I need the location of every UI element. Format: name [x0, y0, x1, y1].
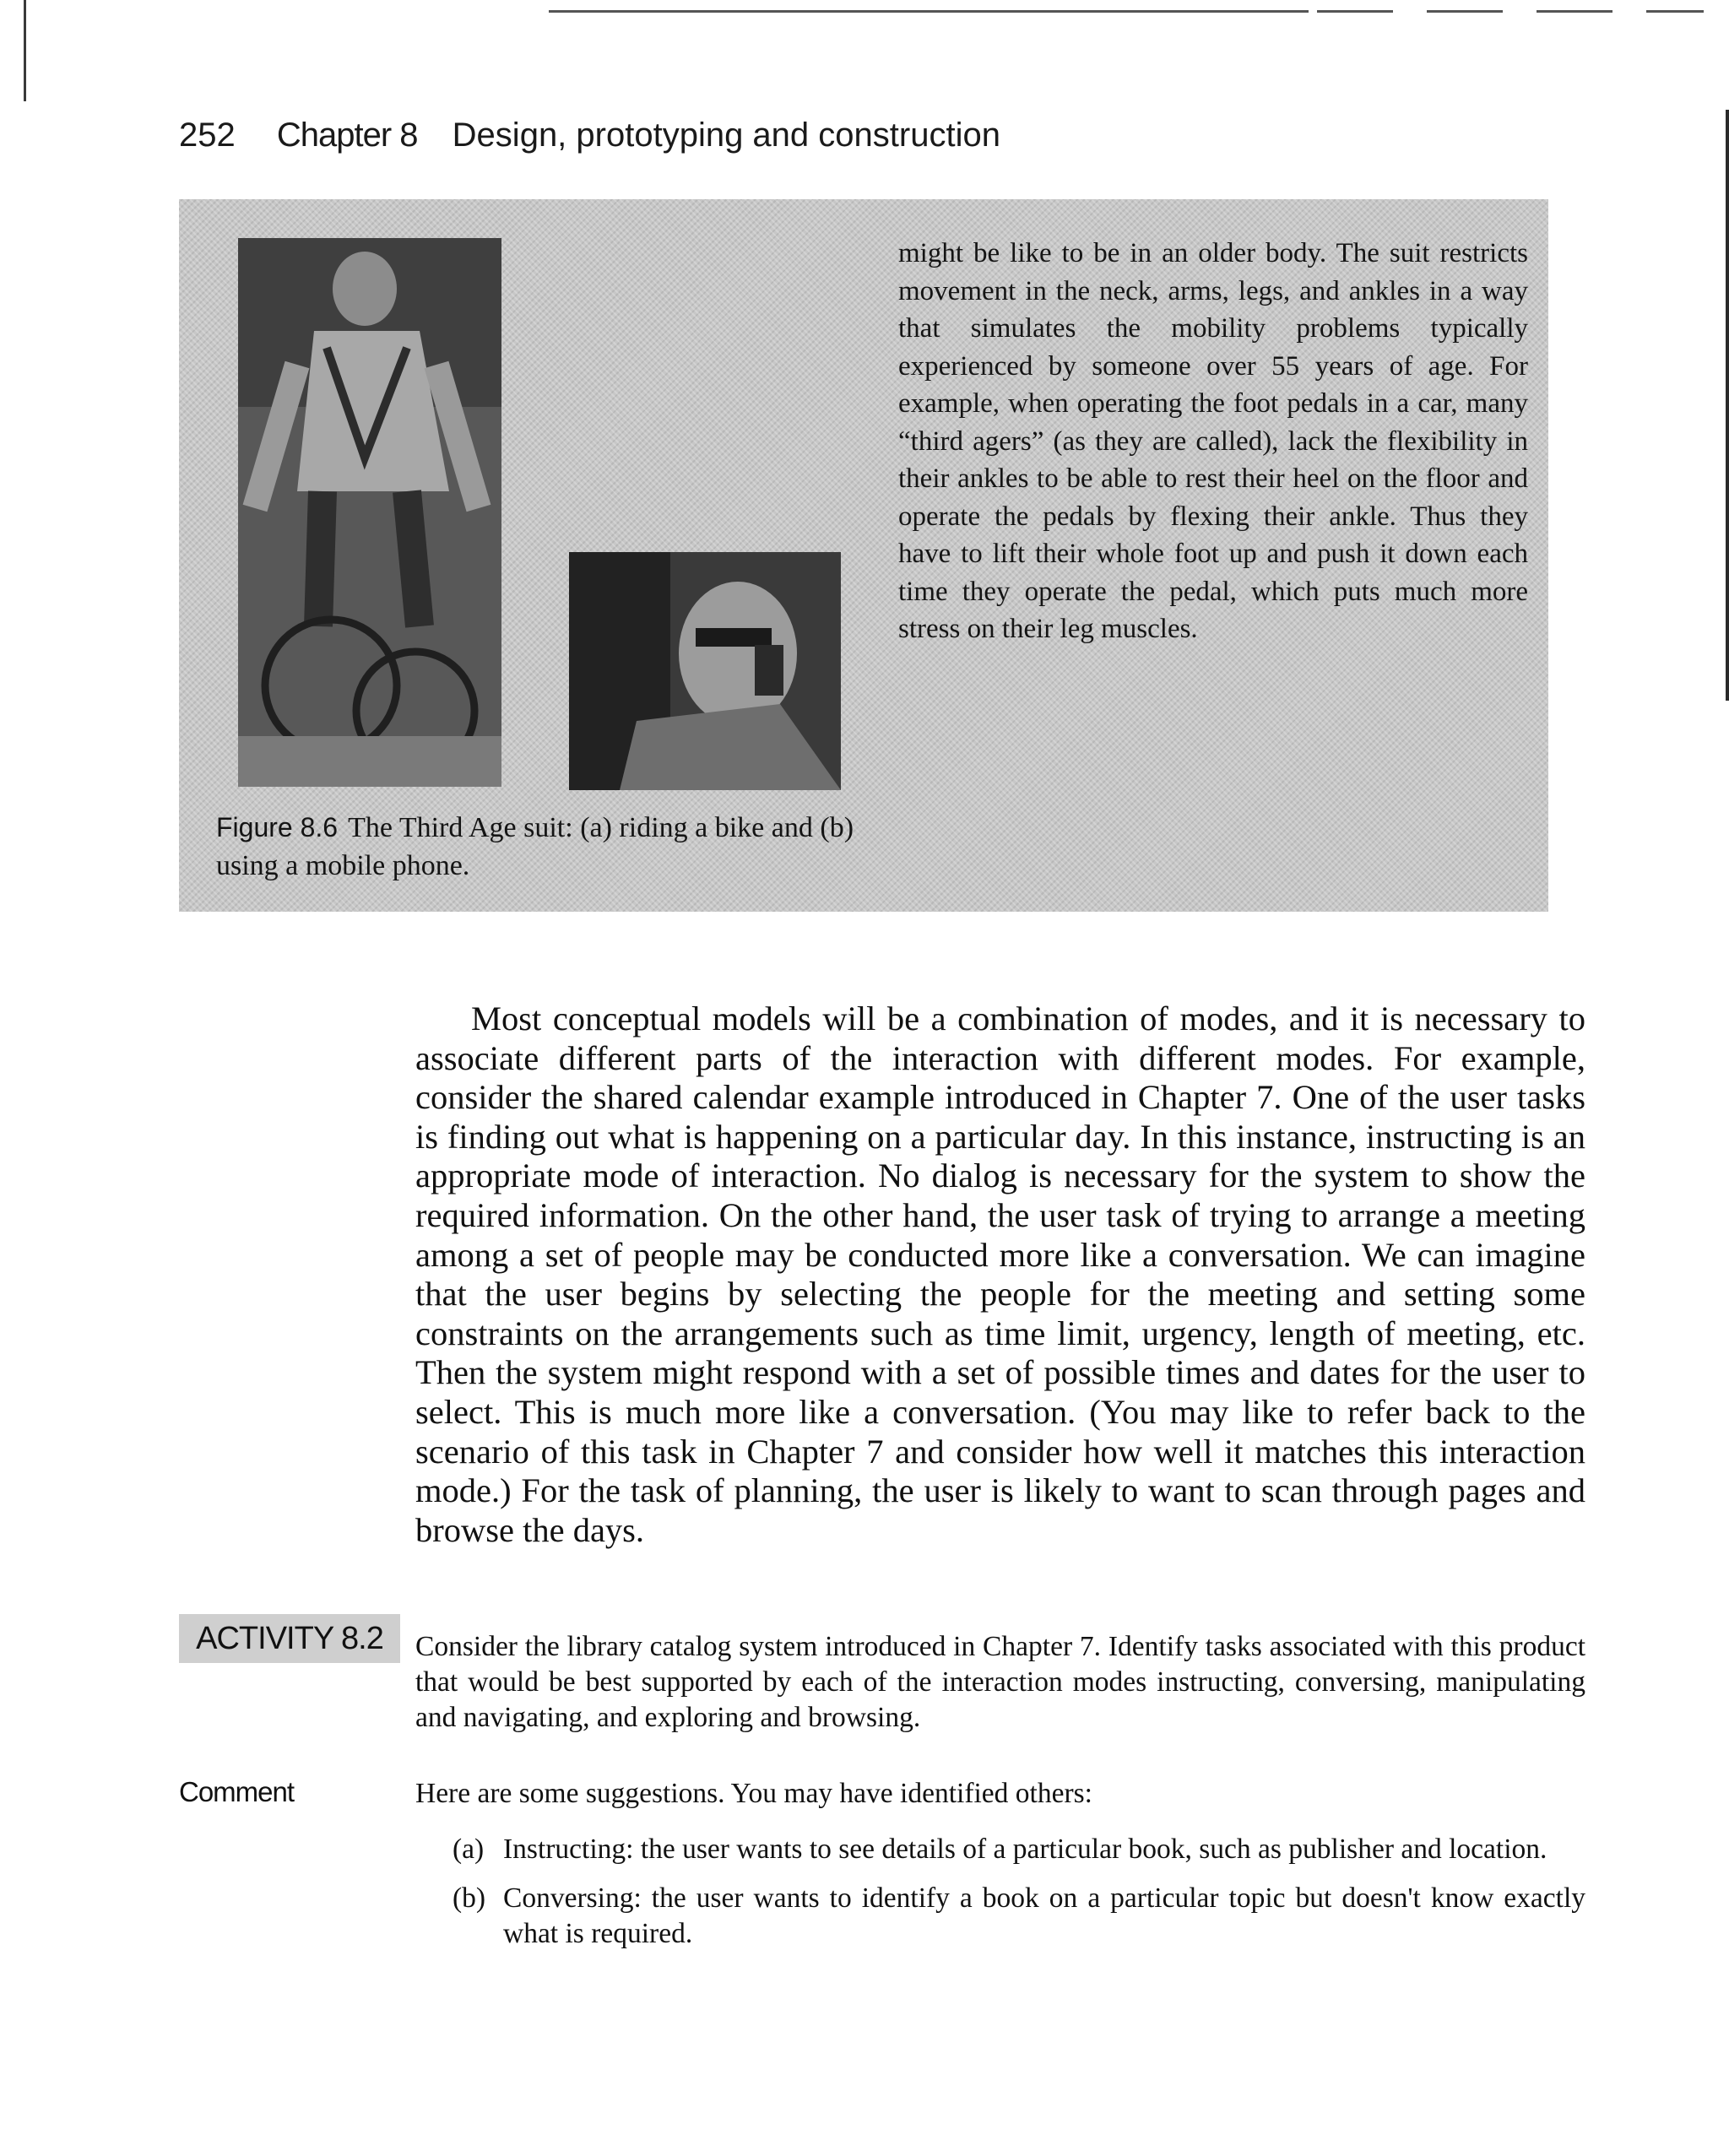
- list-item: [453, 1881, 1585, 1952]
- comment-list: [453, 1832, 1585, 1965]
- chapter-label: Chapter 8: [276, 116, 418, 154]
- figure-box: [179, 199, 1548, 912]
- photo-mobile-phone-user: [569, 552, 841, 790]
- activity-label: ACTIVITY 8.2: [179, 1614, 400, 1663]
- list-item-marker: (b): [453, 1882, 486, 1914]
- list-item-text: Instructing: the user wants to see details of a particular book, such as publisher and location.: [503, 1834, 1547, 1865]
- activity-text: Consider the library catalog system introduced in Chapter 7. Identify tasks associated with this product that would be best supported by each of the interaction modes instructing, conversing, manipulating and navigating, and exploring and browsing.: [415, 1631, 1585, 1733]
- body-paragraph: Most conceptual models will be a combination of modes, and it is necessary to associate different parts of the interaction with different modes. For example, consider the shared calendar example introduced in Chapter 7. One of the user tasks is finding out what is happening on a particular day. In this instance, instructing is an appropriate mode of interaction. No dialog is necessary for the system to show the required information. On the other hand, the user task of trying to arrange a meeting among a set of people may be conducted more like a conversation. We can imagine that the user begins by selecting the people for the meeting and setting some constraints on the arrangements such as time limit, urgency, length of meeting, etc. Then the system might respond with a set of possible times and dates for the user to select. This is much more like a conversation. (You may like to refer back to the scenario of this task in Chapter 7 and consider how well it matches this interaction mode.) For the task of planning, the user is likely to want to scan through pages and browse the days.: [415, 999, 1585, 1549]
- figure-caption-text: The Third Age suit: (a) riding a bike and (b) using a mobile phone.: [216, 812, 854, 881]
- chapter-title: Design, prototyping and construction: [452, 116, 1000, 154]
- photo-bike-rider: [238, 238, 501, 787]
- figure-side-text: might be like to be in an older body. The suit restricts movement in the neck, arms, legs, and ankles in a way that simulates the mobility problems typically experienced by someone over 55 years of age. For example, when operating the foot pedals in a car, many “third agers” (as they are called), lack the flexibility in their ankles to be able to rest their heel on the floor and operate the pedals by flexing their ankle. Thus they have to lift their whole foot up and push it down each time they operate the pedal, which puts much more stress on their leg muscles.: [898, 238, 1528, 644]
- scan-edge-right: [1726, 110, 1729, 701]
- comment-intro: Here are some suggestions. You may have identified others:: [415, 1778, 1092, 1809]
- scan-edge-top-dashes: [549, 10, 1704, 13]
- comment-label: Comment: [179, 1776, 295, 1807]
- figure-caption-label: Figure 8.6: [216, 812, 339, 842]
- running-header: [179, 116, 1000, 154]
- list-item-text: Conversing: the user wants to identify a book on a particular topic but doesn't know exactly what is required.: [503, 1882, 1585, 1949]
- list-item: [453, 1832, 1585, 1867]
- scan-edge-left: [24, 0, 26, 101]
- list-item-marker: (a): [453, 1834, 485, 1865]
- figure-caption: [216, 809, 858, 885]
- page-number: 252: [179, 116, 236, 154]
